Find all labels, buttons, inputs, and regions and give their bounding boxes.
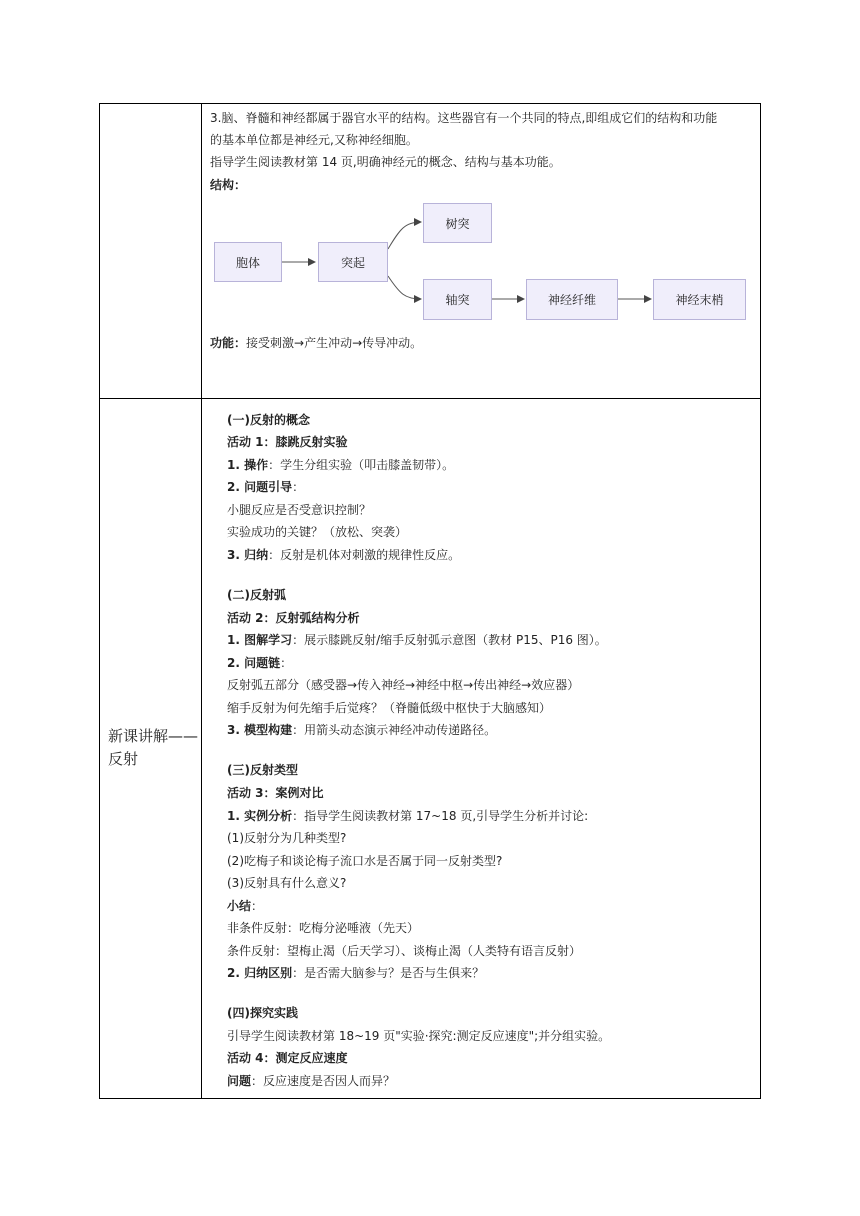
s1-activity — [227, 435, 348, 449]
s4-question — [227, 1074, 395, 1088]
s4-activity-text: 测定反应速度 — [275, 1051, 348, 1065]
node-nerve-fiber: 神经纤维 — [526, 279, 618, 320]
s3-summary-2: 条件反射：望梅止渴（后天学习）、谈梅止渴（人类特有语言反射） — [227, 944, 582, 958]
s3-activity-label: 活动 3： — [227, 786, 276, 800]
arrow-process-to-dendrite — [388, 222, 421, 249]
arrow-process-to-axon — [388, 276, 421, 299]
s2-activity — [227, 611, 360, 625]
s2-title: (二)反射弧 — [227, 588, 286, 602]
s1-operation — [227, 458, 454, 472]
s3-line-1-label: 1. 实例分析 — [227, 809, 293, 823]
node-nerve-ending: 神经末梢 — [653, 279, 746, 320]
s4-activity-label: 活动 4： — [227, 1051, 276, 1065]
s1-question-colon: ： — [292, 480, 305, 494]
s1-question-1: 小腿反应是否受意识控制？ — [227, 503, 372, 517]
s1-operation-label: 1. 操作 — [227, 458, 269, 472]
node-dendrite: 树突 — [423, 203, 492, 243]
s3-summary-1: 非条件反射：吃梅分泌唾液（先天） — [227, 921, 420, 935]
section-label: 新课讲解——反射 — [108, 727, 199, 768]
neuron-structure-diagram-arrows — [100, 104, 762, 398]
s4-question-label: 问题 — [227, 1074, 252, 1088]
s1-question-guide — [227, 480, 304, 494]
s1-question-2: 实验成功的关键？（放松、突袭） — [227, 525, 408, 539]
s3-summary-heading — [227, 899, 263, 913]
s3-line-1-text: ：指导学生阅读教材第 17~18 页,引导学生分析并讨论: — [292, 809, 589, 823]
top-text-line-1: 3.脑、脊髓和神经都属于器官水平的结构。这些器官有一个共同的特点,即组成它们的结构和功能 — [210, 111, 718, 125]
s2-activity-label: 活动 2： — [227, 611, 276, 625]
s1-summary-text: ：反射是机体对刺激的规律性反应。 — [268, 548, 461, 562]
top-text-line-2: 的基本单位都是神经元,又称神经细胞。 — [210, 133, 418, 147]
structure-label: 结构： — [210, 178, 247, 192]
lesson-table — [99, 103, 761, 1099]
s3-summary-colon: ： — [251, 899, 264, 913]
s2-line-1 — [227, 633, 607, 647]
s2-activity-text: 反射弧结构分析 — [275, 611, 360, 625]
s2-line-2 — [227, 656, 292, 670]
s2-line-2-colon: ： — [280, 656, 293, 670]
s3-title: (三)反射类型 — [227, 763, 298, 777]
function-label: 功能： — [210, 336, 247, 350]
s4-activity — [227, 1051, 348, 1065]
s1-title: (一)反射的概念 — [227, 413, 310, 427]
s4-title: (四)探究实践 — [227, 1006, 298, 1020]
s4-question-text: ：反应速度是否因人而异？ — [251, 1074, 396, 1088]
s1-operation-text: ：学生分组实验（叩击膝盖韧带）。 — [268, 458, 455, 472]
s1-activity-text: 膝跳反射实验 — [275, 435, 348, 449]
s3-activity-text: 案例对比 — [275, 786, 324, 800]
s2-line-1-text: ：展示膝跳反射/缩手反射弧示意图（教材 P15、P16 图）。 — [292, 633, 607, 647]
s2-line-3 — [227, 723, 496, 737]
s1-summary-label: 3. 归纳 — [227, 548, 269, 562]
s3-line-2-label: 2. 归纳区别 — [227, 966, 293, 980]
s3-question-3: (3)反射具有什么意义? — [227, 876, 347, 890]
top-text-line-3: 指导学生阅读教材第 14 页,明确神经元的概念、结构与基本功能。 — [210, 155, 561, 169]
s1-question-label: 2. 问题引导 — [227, 480, 293, 494]
s2-line-1-label: 1. 图解学习 — [227, 633, 293, 647]
s3-line-1 — [227, 809, 588, 823]
node-cell-body: 胞体 — [214, 242, 282, 282]
function-text: 接受刺激→产生冲动→传导冲动。 — [246, 336, 423, 350]
s3-line-2 — [227, 966, 484, 980]
s1-summary — [227, 548, 460, 562]
s2-line-2-label: 2. 问题链 — [227, 656, 281, 670]
function-line — [210, 336, 422, 350]
s3-question-2: (2)吃梅子和谈论梅子流口水是否属于同一反射类型? — [227, 854, 503, 868]
s2-line-3-label: 3. 模型构建 — [227, 723, 293, 737]
s3-summary-label: 小结 — [227, 899, 252, 913]
s4-line-1: 引导学生阅读教材第 18~19 页"实验·探究:测定反应速度";并分组实验。 — [227, 1029, 611, 1043]
node-axon: 轴突 — [423, 279, 492, 320]
s3-activity — [227, 786, 324, 800]
s3-line-2-text: ：是否需大脑参与？是否与生俱来？ — [292, 966, 485, 980]
s2-question-2: 缩手反射为何先缩手后觉疼？（脊髓低级中枢快于大脑感知） — [227, 701, 552, 715]
row-divider — [100, 398, 760, 399]
s2-line-3-text: ：用箭头动态演示神经冲动传递路径。 — [292, 723, 497, 737]
s3-question-1: (1)反射分为几种类型? — [227, 831, 347, 845]
s1-activity-label: 活动 1： — [227, 435, 276, 449]
s2-question-1: 反射弧五部分（感受器→传入神经→神经中枢→传出神经→效应器） — [227, 678, 580, 692]
node-process: 突起 — [318, 242, 388, 282]
